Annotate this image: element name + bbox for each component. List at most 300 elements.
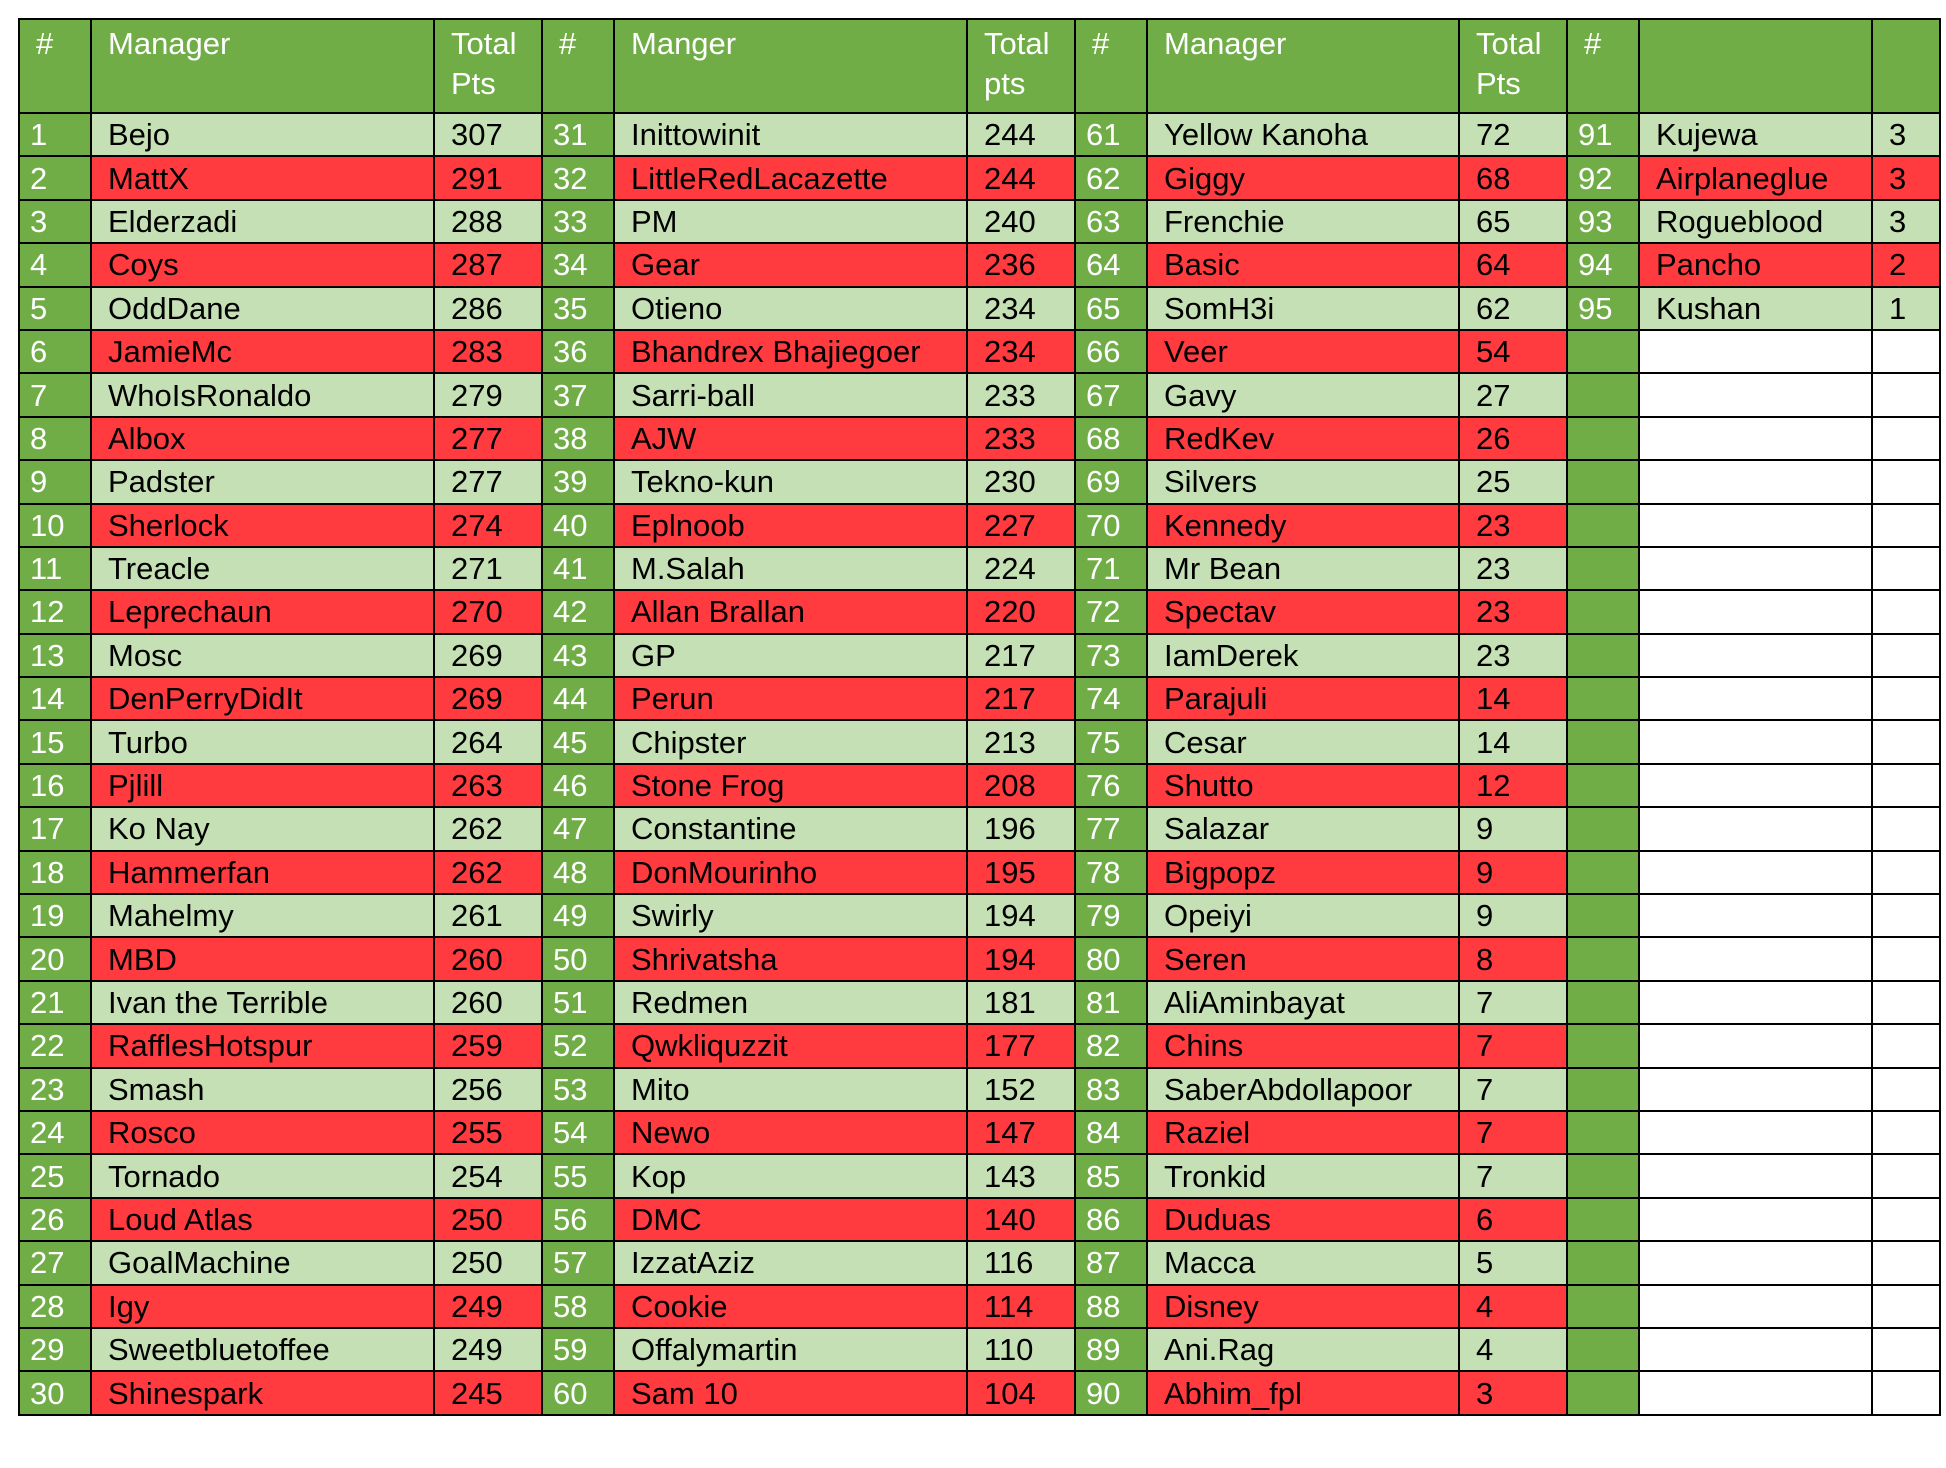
empty-cell bbox=[1639, 1198, 1872, 1241]
table-row bbox=[19, 590, 1940, 633]
rank-cell: 10 bbox=[19, 504, 91, 547]
rank-cell: 78 bbox=[1075, 851, 1147, 894]
manager-name-cell: Mahelmy bbox=[91, 894, 434, 937]
empty-rank-cell bbox=[1567, 590, 1639, 633]
empty-rank-cell bbox=[1567, 417, 1639, 460]
manager-name-cell: Gavy bbox=[1147, 373, 1459, 416]
manager-name-cell: Treacle bbox=[91, 547, 434, 590]
table-row bbox=[19, 677, 1940, 720]
empty-rank-cell bbox=[1567, 807, 1639, 850]
manager-name-cell: Disney bbox=[1147, 1285, 1459, 1328]
empty-cell bbox=[1872, 460, 1940, 503]
total-points-cell: 23 bbox=[1459, 547, 1567, 590]
manager-name-cell: PM bbox=[614, 200, 967, 243]
standings-table bbox=[18, 18, 1941, 1416]
total-points-cell: 3 bbox=[1872, 113, 1940, 156]
total-points-cell: 286 bbox=[434, 287, 542, 330]
manager-name-cell: Pjlill bbox=[91, 764, 434, 807]
empty-cell bbox=[1639, 894, 1872, 937]
total-points-cell: 6 bbox=[1459, 1198, 1567, 1241]
rank-cell: 86 bbox=[1075, 1198, 1147, 1241]
rank-cell: 80 bbox=[1075, 937, 1147, 980]
empty-rank-cell bbox=[1567, 460, 1639, 503]
empty-cell bbox=[1639, 937, 1872, 980]
rank-cell: 25 bbox=[19, 1154, 91, 1197]
manager-name-cell: Tekno-kun bbox=[614, 460, 967, 503]
empty-cell bbox=[1872, 677, 1940, 720]
rank-cell: 40 bbox=[542, 504, 614, 547]
rank-cell: 63 bbox=[1075, 200, 1147, 243]
empty-cell bbox=[1639, 460, 1872, 503]
rank-cell: 7 bbox=[19, 373, 91, 416]
rank-cell: 64 bbox=[1075, 243, 1147, 286]
rank-header: # bbox=[542, 19, 614, 113]
manager-name-cell: GP bbox=[614, 634, 967, 677]
manager-name-cell: Pancho bbox=[1639, 243, 1872, 286]
manager-name-cell: Igy bbox=[91, 1285, 434, 1328]
manager-header: Manager bbox=[91, 19, 434, 113]
rank-cell: 82 bbox=[1075, 1024, 1147, 1067]
rank-cell: 3 bbox=[19, 200, 91, 243]
total-points-cell: 9 bbox=[1459, 894, 1567, 937]
empty-cell bbox=[1872, 1198, 1940, 1241]
empty-cell bbox=[1639, 720, 1872, 763]
rank-cell: 23 bbox=[19, 1068, 91, 1111]
empty-cell bbox=[1639, 764, 1872, 807]
manager-name-cell: Otieno bbox=[614, 287, 967, 330]
total-points-cell: 245 bbox=[434, 1371, 542, 1414]
rank-cell: 76 bbox=[1075, 764, 1147, 807]
manager-name-cell: Kushan bbox=[1639, 287, 1872, 330]
rank-cell: 81 bbox=[1075, 981, 1147, 1024]
manager-name-cell: Constantine bbox=[614, 807, 967, 850]
total-points-cell: 269 bbox=[434, 634, 542, 677]
table-row bbox=[19, 981, 1940, 1024]
total-points-cell: 104 bbox=[967, 1371, 1075, 1414]
manager-name-cell: IamDerek bbox=[1147, 634, 1459, 677]
total-points-cell: 240 bbox=[967, 200, 1075, 243]
empty-rank-cell bbox=[1567, 373, 1639, 416]
total-points-cell: 270 bbox=[434, 590, 542, 633]
manager-name-cell: Airplaneglue bbox=[1639, 156, 1872, 199]
total-points-cell: 244 bbox=[967, 113, 1075, 156]
manager-name-cell: Duduas bbox=[1147, 1198, 1459, 1241]
rank-cell: 50 bbox=[542, 937, 614, 980]
total-points-cell: 230 bbox=[967, 460, 1075, 503]
manager-name-cell: Rogueblood bbox=[1639, 200, 1872, 243]
total-points-cell: 217 bbox=[967, 634, 1075, 677]
rank-cell: 71 bbox=[1075, 547, 1147, 590]
total-points-cell: 261 bbox=[434, 894, 542, 937]
total-points-cell: 2 bbox=[1872, 243, 1940, 286]
rank-cell: 70 bbox=[1075, 504, 1147, 547]
total-points-cell: 8 bbox=[1459, 937, 1567, 980]
manager-name-cell: GoalMachine bbox=[91, 1241, 434, 1284]
total-points-cell: 194 bbox=[967, 937, 1075, 980]
empty-cell bbox=[1639, 1241, 1872, 1284]
rank-cell: 60 bbox=[542, 1371, 614, 1414]
empty-cell bbox=[1872, 1111, 1940, 1154]
manager-name-cell: Padster bbox=[91, 460, 434, 503]
table-row bbox=[19, 1154, 1940, 1197]
manager-name-cell: Sam 10 bbox=[614, 1371, 967, 1414]
rank-cell: 37 bbox=[542, 373, 614, 416]
rank-cell: 22 bbox=[19, 1024, 91, 1067]
total-points-cell: 7 bbox=[1459, 1111, 1567, 1154]
rank-header: # bbox=[1075, 19, 1147, 113]
table-row bbox=[19, 1371, 1940, 1414]
rank-cell: 48 bbox=[542, 851, 614, 894]
manager-name-cell: DMC bbox=[614, 1198, 967, 1241]
total-points-cell: 147 bbox=[967, 1111, 1075, 1154]
rank-cell: 69 bbox=[1075, 460, 1147, 503]
total-points-cell: 1 bbox=[1872, 287, 1940, 330]
table-row bbox=[19, 764, 1940, 807]
total-points-cell: 260 bbox=[434, 937, 542, 980]
table-row bbox=[19, 1024, 1940, 1067]
total-points-cell: 255 bbox=[434, 1111, 542, 1154]
manager-name-cell: Mito bbox=[614, 1068, 967, 1111]
table-row bbox=[19, 1241, 1940, 1284]
empty-cell bbox=[1872, 937, 1940, 980]
manager-name-cell: Parajuli bbox=[1147, 677, 1459, 720]
table-row bbox=[19, 200, 1940, 243]
points-header: Total Pts bbox=[434, 19, 542, 113]
total-points-cell: 110 bbox=[967, 1328, 1075, 1371]
manager-name-cell: SomH3i bbox=[1147, 287, 1459, 330]
total-points-cell: 244 bbox=[967, 156, 1075, 199]
table-row bbox=[19, 937, 1940, 980]
rank-cell: 43 bbox=[542, 634, 614, 677]
empty-rank-cell bbox=[1567, 504, 1639, 547]
empty-rank-cell bbox=[1567, 1328, 1639, 1371]
rank-cell: 49 bbox=[542, 894, 614, 937]
manager-name-cell: Cookie bbox=[614, 1285, 967, 1328]
manager-header: Manager bbox=[1147, 19, 1459, 113]
rank-cell: 42 bbox=[542, 590, 614, 633]
total-points-cell: 140 bbox=[967, 1198, 1075, 1241]
empty-cell bbox=[1872, 590, 1940, 633]
manager-name-cell: OddDane bbox=[91, 287, 434, 330]
rank-cell: 30 bbox=[19, 1371, 91, 1414]
total-points-cell: 262 bbox=[434, 807, 542, 850]
table-row bbox=[19, 330, 1940, 373]
manager-name-cell: Kennedy bbox=[1147, 504, 1459, 547]
manager-name-cell: Basic bbox=[1147, 243, 1459, 286]
empty-rank-cell bbox=[1567, 1241, 1639, 1284]
table-row bbox=[19, 287, 1940, 330]
total-points-cell: 224 bbox=[967, 547, 1075, 590]
empty-cell bbox=[1639, 504, 1872, 547]
rank-cell: 39 bbox=[542, 460, 614, 503]
empty-cell bbox=[1872, 1241, 1940, 1284]
total-points-cell: 264 bbox=[434, 720, 542, 763]
rank-cell: 31 bbox=[542, 113, 614, 156]
total-points-cell: 259 bbox=[434, 1024, 542, 1067]
empty-cell bbox=[1639, 1154, 1872, 1197]
total-points-cell: 62 bbox=[1459, 287, 1567, 330]
empty-cell bbox=[1639, 1328, 1872, 1371]
total-points-cell: 283 bbox=[434, 330, 542, 373]
manager-name-cell: JamieMc bbox=[91, 330, 434, 373]
manager-name-cell: Sweetbluetoffee bbox=[91, 1328, 434, 1371]
manager-name-cell: Sherlock bbox=[91, 504, 434, 547]
manager-name-cell: Chins bbox=[1147, 1024, 1459, 1067]
total-points-cell: 217 bbox=[967, 677, 1075, 720]
empty-rank-cell bbox=[1567, 1285, 1639, 1328]
total-points-cell: 25 bbox=[1459, 460, 1567, 503]
manager-name-cell: Bigpopz bbox=[1147, 851, 1459, 894]
empty-cell bbox=[1872, 1024, 1940, 1067]
manager-name-cell: Cesar bbox=[1147, 720, 1459, 763]
rank-cell: 95 bbox=[1567, 287, 1639, 330]
manager-name-cell: Sarri-ball bbox=[614, 373, 967, 416]
table-row bbox=[19, 1111, 1940, 1154]
empty-cell bbox=[1639, 330, 1872, 373]
manager-name-cell: Shrivatsha bbox=[614, 937, 967, 980]
manager-name-cell: Hammerfan bbox=[91, 851, 434, 894]
manager-name-cell: Tornado bbox=[91, 1154, 434, 1197]
manager-name-cell: Perun bbox=[614, 677, 967, 720]
total-points-cell: 213 bbox=[967, 720, 1075, 763]
empty-rank-cell bbox=[1567, 720, 1639, 763]
empty-cell bbox=[1872, 547, 1940, 590]
empty-cell bbox=[1872, 851, 1940, 894]
rank-cell: 45 bbox=[542, 720, 614, 763]
rank-cell: 55 bbox=[542, 1154, 614, 1197]
empty-cell bbox=[1872, 1328, 1940, 1371]
manager-name-cell: Ivan the Terrible bbox=[91, 981, 434, 1024]
rank-cell: 1 bbox=[19, 113, 91, 156]
empty-cell bbox=[1639, 1024, 1872, 1067]
rank-cell: 58 bbox=[542, 1285, 614, 1328]
rank-cell: 79 bbox=[1075, 894, 1147, 937]
rank-cell: 2 bbox=[19, 156, 91, 199]
total-points-cell: 260 bbox=[434, 981, 542, 1024]
manager-name-cell: Kujewa bbox=[1639, 113, 1872, 156]
manager-name-cell: Rosco bbox=[91, 1111, 434, 1154]
rank-cell: 16 bbox=[19, 764, 91, 807]
empty-cell bbox=[1872, 764, 1940, 807]
rank-cell: 93 bbox=[1567, 200, 1639, 243]
manager-name-cell: DenPerryDidIt bbox=[91, 677, 434, 720]
table-row bbox=[19, 460, 1940, 503]
points-header: Total Pts bbox=[1459, 19, 1567, 113]
rank-cell: 13 bbox=[19, 634, 91, 677]
table-row bbox=[19, 156, 1940, 199]
total-points-cell: 233 bbox=[967, 373, 1075, 416]
total-points-cell: 263 bbox=[434, 764, 542, 807]
empty-cell bbox=[1872, 807, 1940, 850]
empty-rank-cell bbox=[1567, 1154, 1639, 1197]
manager-name-cell: DonMourinho bbox=[614, 851, 967, 894]
rank-cell: 34 bbox=[542, 243, 614, 286]
total-points-cell: 271 bbox=[434, 547, 542, 590]
table-row bbox=[19, 634, 1940, 677]
table-row bbox=[19, 851, 1940, 894]
empty-cell bbox=[1872, 1068, 1940, 1111]
rank-cell: 65 bbox=[1075, 287, 1147, 330]
rank-cell: 44 bbox=[542, 677, 614, 720]
empty-rank-cell bbox=[1567, 634, 1639, 677]
table-row bbox=[19, 894, 1940, 937]
empty-rank-cell bbox=[1567, 1068, 1639, 1111]
total-points-cell: 291 bbox=[434, 156, 542, 199]
manager-name-cell: Salazar bbox=[1147, 807, 1459, 850]
total-points-cell: 3 bbox=[1459, 1371, 1567, 1414]
manager-name-cell: Inittowinit bbox=[614, 113, 967, 156]
points-header: Total pts bbox=[967, 19, 1075, 113]
rank-cell: 51 bbox=[542, 981, 614, 1024]
total-points-cell: 7 bbox=[1459, 1024, 1567, 1067]
rank-cell: 28 bbox=[19, 1285, 91, 1328]
total-points-cell: 23 bbox=[1459, 634, 1567, 677]
empty-cell bbox=[1639, 1371, 1872, 1414]
rank-cell: 77 bbox=[1075, 807, 1147, 850]
manager-name-cell: Frenchie bbox=[1147, 200, 1459, 243]
empty-rank-cell bbox=[1567, 1198, 1639, 1241]
total-points-cell: 220 bbox=[967, 590, 1075, 633]
manager-name-cell: Newo bbox=[614, 1111, 967, 1154]
total-points-cell: 14 bbox=[1459, 720, 1567, 763]
manager-name-cell: Kop bbox=[614, 1154, 967, 1197]
rank-cell: 27 bbox=[19, 1241, 91, 1284]
manager-name-cell: Macca bbox=[1147, 1241, 1459, 1284]
empty-rank-cell bbox=[1567, 1111, 1639, 1154]
rank-cell: 12 bbox=[19, 590, 91, 633]
manager-name-cell: Abhim_fpl bbox=[1147, 1371, 1459, 1414]
rank-cell: 89 bbox=[1075, 1328, 1147, 1371]
total-points-cell: 234 bbox=[967, 287, 1075, 330]
total-points-cell: 4 bbox=[1459, 1328, 1567, 1371]
rank-cell: 73 bbox=[1075, 634, 1147, 677]
manager-name-cell: Spectav bbox=[1147, 590, 1459, 633]
total-points-cell: 27 bbox=[1459, 373, 1567, 416]
manager-name-cell: Elderzadi bbox=[91, 200, 434, 243]
empty-cell bbox=[1872, 1154, 1940, 1197]
manager-name-cell: Bhandrex Bhajiegoer bbox=[614, 330, 967, 373]
total-points-cell: 279 bbox=[434, 373, 542, 416]
total-points-cell: 152 bbox=[967, 1068, 1075, 1111]
manager-name-cell: Silvers bbox=[1147, 460, 1459, 503]
rank-header: # bbox=[1567, 19, 1639, 113]
total-points-cell: 233 bbox=[967, 417, 1075, 460]
manager-name-cell: Ko Nay bbox=[91, 807, 434, 850]
total-points-cell: 254 bbox=[434, 1154, 542, 1197]
manager-name-cell: Ani.Rag bbox=[1147, 1328, 1459, 1371]
manager-name-cell: Eplnoob bbox=[614, 504, 967, 547]
manager-name-cell: Swirly bbox=[614, 894, 967, 937]
rank-cell: 87 bbox=[1075, 1241, 1147, 1284]
total-points-cell: 3 bbox=[1872, 200, 1940, 243]
empty-cell bbox=[1639, 677, 1872, 720]
total-points-cell: 256 bbox=[434, 1068, 542, 1111]
manager-header: Manger bbox=[614, 19, 967, 113]
header-row bbox=[19, 19, 1940, 113]
manager-name-cell: Smash bbox=[91, 1068, 434, 1111]
manager-name-cell: IzzatAziz bbox=[614, 1241, 967, 1284]
rank-cell: 83 bbox=[1075, 1068, 1147, 1111]
rank-cell: 91 bbox=[1567, 113, 1639, 156]
table-row bbox=[19, 1198, 1940, 1241]
total-points-cell: 288 bbox=[434, 200, 542, 243]
total-points-cell: 3 bbox=[1872, 156, 1940, 199]
manager-name-cell: Redmen bbox=[614, 981, 967, 1024]
manager-name-cell: Leprechaun bbox=[91, 590, 434, 633]
empty-cell bbox=[1872, 417, 1940, 460]
rank-cell: 88 bbox=[1075, 1285, 1147, 1328]
rank-cell: 17 bbox=[19, 807, 91, 850]
total-points-cell: 23 bbox=[1459, 590, 1567, 633]
total-points-cell: 262 bbox=[434, 851, 542, 894]
manager-name-cell: RafflesHotspur bbox=[91, 1024, 434, 1067]
rank-cell: 56 bbox=[542, 1198, 614, 1241]
total-points-cell: 14 bbox=[1459, 677, 1567, 720]
rank-cell: 62 bbox=[1075, 156, 1147, 199]
manager-name-cell: MBD bbox=[91, 937, 434, 980]
empty-cell bbox=[1872, 330, 1940, 373]
empty-cell bbox=[1872, 1285, 1940, 1328]
rank-cell: 61 bbox=[1075, 113, 1147, 156]
rank-cell: 24 bbox=[19, 1111, 91, 1154]
total-points-cell: 9 bbox=[1459, 851, 1567, 894]
total-points-cell: 114 bbox=[967, 1285, 1075, 1328]
total-points-cell: 65 bbox=[1459, 200, 1567, 243]
empty-cell bbox=[1872, 504, 1940, 547]
total-points-cell: 12 bbox=[1459, 764, 1567, 807]
rank-cell: 21 bbox=[19, 981, 91, 1024]
empty-rank-cell bbox=[1567, 677, 1639, 720]
rank-cell: 41 bbox=[542, 547, 614, 590]
rank-cell: 46 bbox=[542, 764, 614, 807]
manager-name-cell: Allan Brallan bbox=[614, 590, 967, 633]
total-points-cell: 72 bbox=[1459, 113, 1567, 156]
manager-name-cell: Mosc bbox=[91, 634, 434, 677]
empty-cell bbox=[1872, 981, 1940, 1024]
manager-name-cell: Shutto bbox=[1147, 764, 1459, 807]
manager-name-cell: Loud Atlas bbox=[91, 1198, 434, 1241]
rank-cell: 75 bbox=[1075, 720, 1147, 763]
table-row bbox=[19, 113, 1940, 156]
total-points-cell: 277 bbox=[434, 460, 542, 503]
rank-cell: 8 bbox=[19, 417, 91, 460]
empty-cell bbox=[1872, 894, 1940, 937]
rank-cell: 59 bbox=[542, 1328, 614, 1371]
total-points-cell: 7 bbox=[1459, 1068, 1567, 1111]
rank-cell: 84 bbox=[1075, 1111, 1147, 1154]
manager-name-cell: WhoIsRonaldo bbox=[91, 373, 434, 416]
total-points-cell: 250 bbox=[434, 1241, 542, 1284]
total-points-cell: 26 bbox=[1459, 417, 1567, 460]
rank-cell: 18 bbox=[19, 851, 91, 894]
total-points-cell: 208 bbox=[967, 764, 1075, 807]
total-points-cell: 23 bbox=[1459, 504, 1567, 547]
total-points-cell: 4 bbox=[1459, 1285, 1567, 1328]
manager-name-cell: Qwkliquzzit bbox=[614, 1024, 967, 1067]
rank-cell: 26 bbox=[19, 1198, 91, 1241]
total-points-cell: 236 bbox=[967, 243, 1075, 286]
table-row bbox=[19, 547, 1940, 590]
rank-cell: 54 bbox=[542, 1111, 614, 1154]
table-row bbox=[19, 373, 1940, 416]
empty-cell bbox=[1872, 634, 1940, 677]
table-row bbox=[19, 1285, 1940, 1328]
total-points-cell: 277 bbox=[434, 417, 542, 460]
rank-cell: 5 bbox=[19, 287, 91, 330]
table-row bbox=[19, 1328, 1940, 1371]
total-points-cell: 54 bbox=[1459, 330, 1567, 373]
total-points-cell: 116 bbox=[967, 1241, 1075, 1284]
